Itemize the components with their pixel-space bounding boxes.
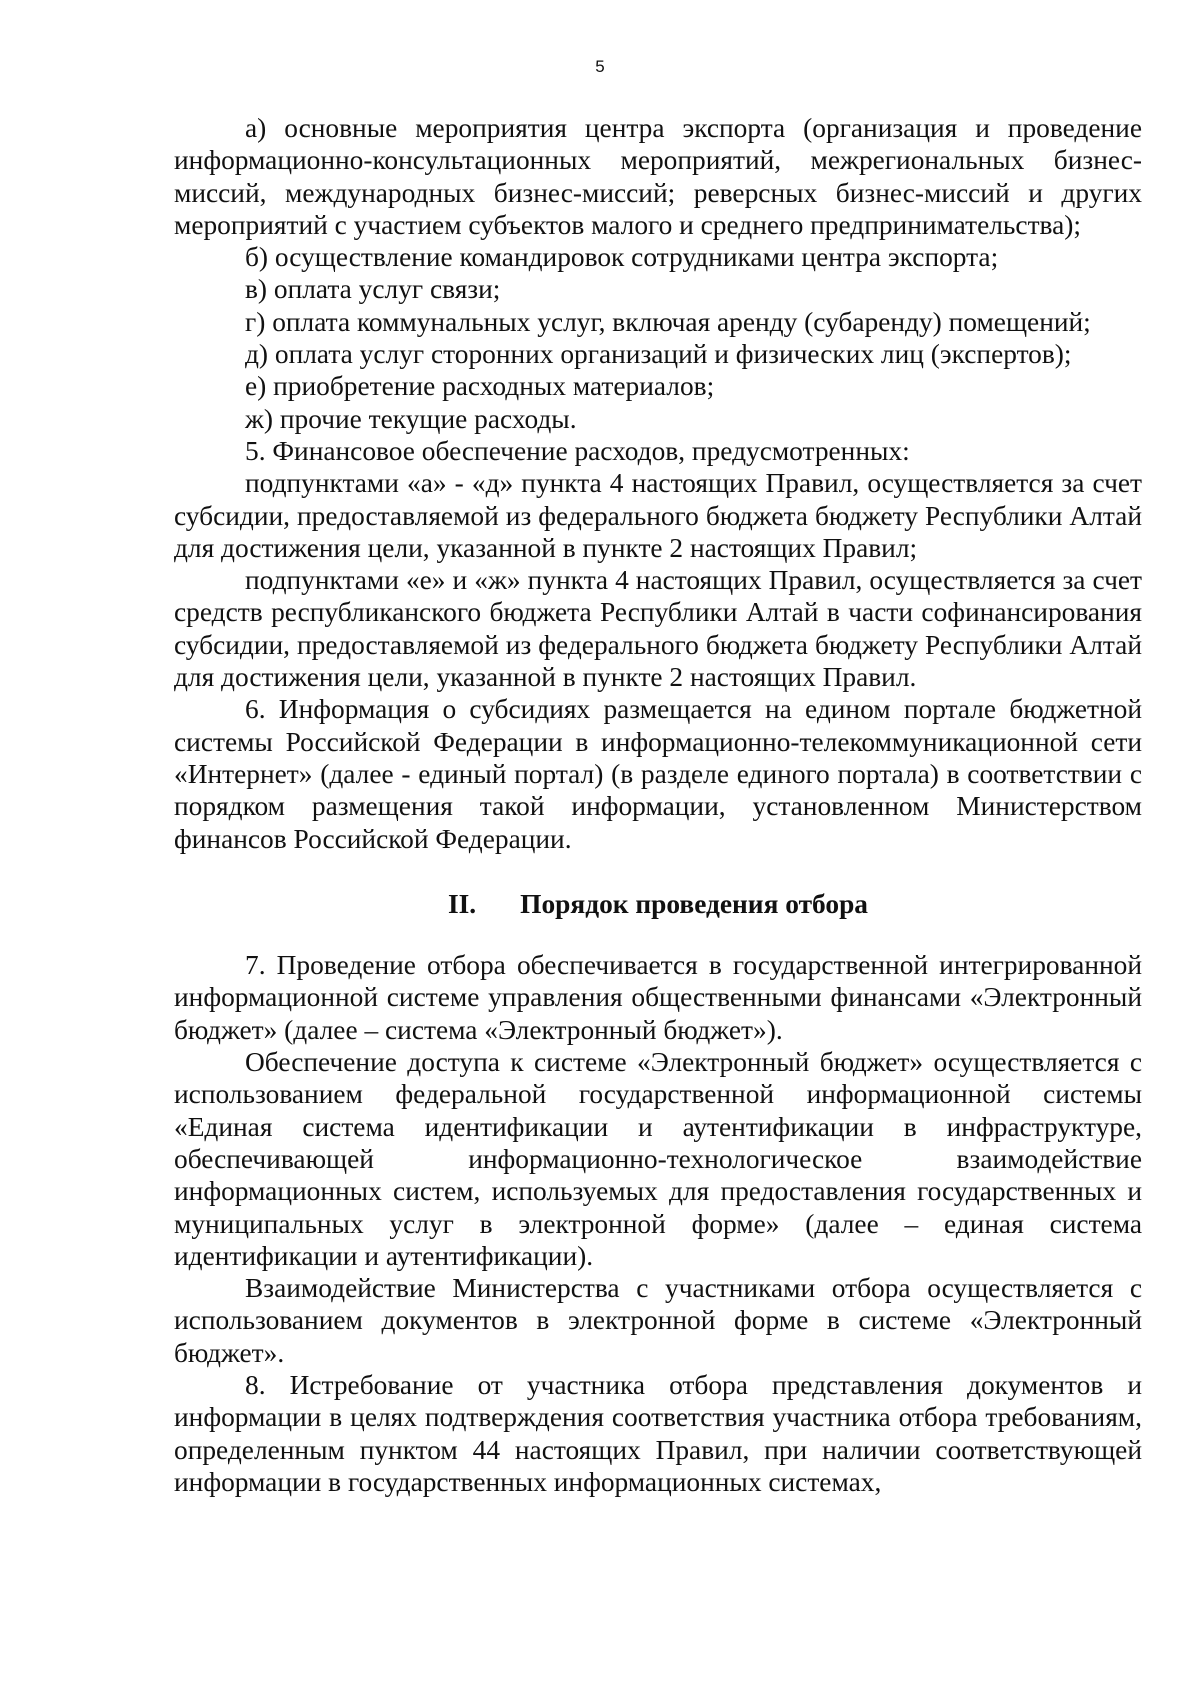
paragraph-access: Обеспечение доступа к системе «Электронный бюджет» осуществляется с использованием федеральной государственной информационной системы «Единая система идентификации и аутентификации в инфраструктуре, обеспечивающей информационно-технологическое взаимодействие информационных систем, используемых для предоставления государственных и муниципальных услуг в электронной форме» (далее – единая система идентификации и аутентификации).	[174, 1047, 1142, 1271]
paragraph-item-g: г) оплата коммунальных услуг, включая аренду (субаренду) помещений;	[245, 306, 1091, 337]
paragraph-item-v: в) оплата услуг связи;	[245, 274, 501, 305]
paragraph-clause-8: 8. Истребование от участника отбора представления документов и информации в целях подтверждения соответствия участника отбора требованиям, определенным пунктом 44 настоящих Правил, при наличии соответствующей информации в государственных информационных системах,	[174, 1369, 1142, 1497]
paragraph-item-zh: ж) прочие текущие расходы.	[245, 403, 577, 434]
paragraph-item-e: е) приобретение расходных материалов;	[245, 371, 715, 402]
paragraph-clause-6: 6. Информация о субсидиях размещается на едином портале бюджетной системы Российской Федерации в информационно-телекоммуникационной сети «Интернет» (далее - единый портал) (в разделе единого портала) в соответствии с порядком размещения такой информации, установленном Министерством финансов Российской Федерации.	[174, 694, 1142, 854]
paragraph-item-b: б) осуществление командировок сотрудниками центра экспорта;	[245, 242, 999, 273]
paragraph-clause-5-part-2: подпунктами «е» и «ж» пункта 4 настоящих Правил, осуществляется за счет средств республиканского бюджета Республики Алтай в части софинансирования субсидии, предоставляемой из федерального бюджета бюджету Республики Алтай для достижения цели, указанной в пункте 2 настоящих Правил.	[174, 565, 1142, 693]
paragraph-clause-5: 5. Финансовое обеспечение расходов, предусмотренных:	[245, 435, 910, 466]
section-heading	[174, 888, 1142, 920]
section-title: Порядок проведения отбора	[520, 888, 868, 919]
section-number: II.	[447, 888, 477, 919]
paragraph-clause-5-part-1: подпунктами «а» - «д» пункта 4 настоящих Правил, осуществляется за счет субсидии, предоставляемой из федерального бюджета бюджету Республики Алтай для достижения цели, указанной в пункте 2 настоящих Правил;	[174, 468, 1142, 563]
paragraph-clause-7: 7. Проведение отбора обеспечивается в государственной интегрированной информационной системе управления общественными финансами «Электронный бюджет» (далее – система «Электронный бюджет»).	[174, 950, 1142, 1045]
paragraph-item-a: а) основные мероприятия центра экспорта (организация и проведение информационно-консультационных мероприятий, межрегиональных бизнес-миссий, международных бизнес-миссий; реверсных бизнес-миссий и других мероприятий с участием субъектов малого и среднего предпринимательства);	[174, 113, 1142, 240]
paragraph-item-d: д) оплата услуг сторонних организаций и физических лиц (экспертов);	[245, 339, 1072, 370]
document-body	[174, 112, 1142, 1498]
page-number: 5	[595, 57, 605, 76]
paragraph-interaction: Взаимодействие Министерства с участниками отбора осуществляется с использованием документов в электронной форме в системе «Электронный бюджет».	[174, 1273, 1142, 1368]
